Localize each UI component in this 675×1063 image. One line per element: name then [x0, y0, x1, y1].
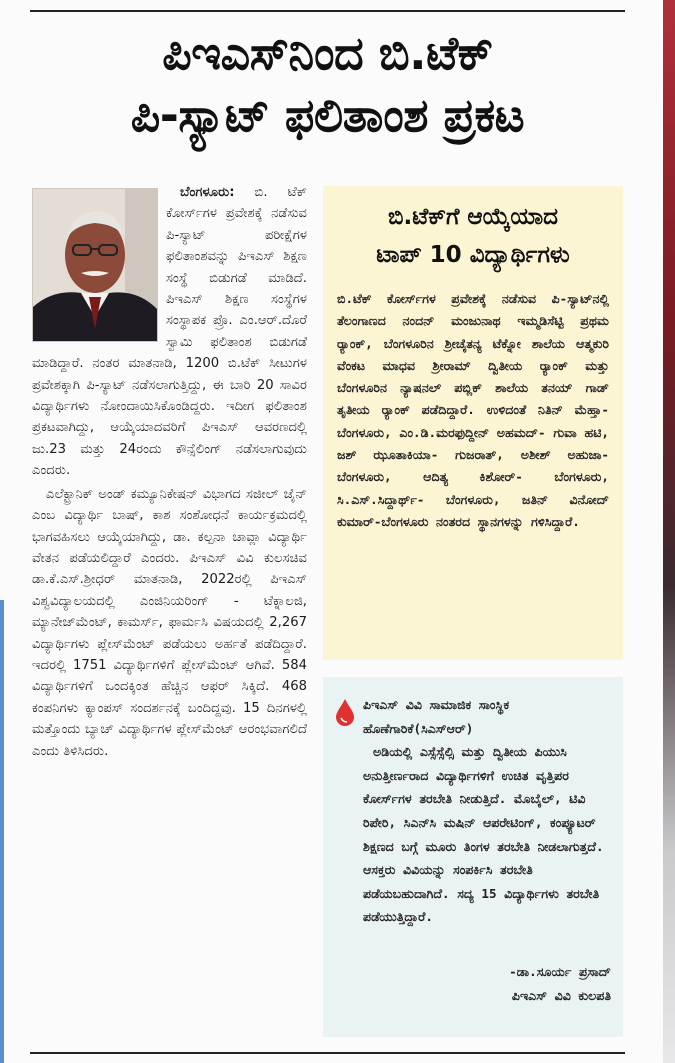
headline-line-1: ಪಿಇಎಸ್‌ನಿಂದ ಬಿ.ಟೆಕ್ [162, 26, 493, 80]
top-ten-box-text: ಬಿ.ಟೆಕ್ ಕೋರ್ಸ್‌ಗಳ ಪ್ರವೇಶಕ್ಕೆ ನಡೆಸುವ ಪಿ-ಸ್ಯಾಟ್‌ನಲ್ಲಿ ತೆಲಂಗಾಣದ ನಂದನ್ ಮಂಜುನಾಥ ಇಮ್ಮಡಿಸೆಟ್ಟಿ ಪ್ರಥಮ ರ‍್ಯಾಂಕ್, ಬೆಂಗಳೂರಿನ ಶ್ರೀಚೈತನ್ಯ ಟೆಕ್ನೋ ಶಾಲೆಯ ಆತ್ಮಕುರಿ ವೆಂಕಟ ಮಾಧವ ಶ್ರೀರಾಮ್ ದ್ವಿತೀಯ ರ‍್ಯಾಂಕ್ ಮತ್ತು ಬೆಂಗಳೂರಿನ ನ್ಯಾಷನಲ್ ಪಬ್ಲಿಕ್ ಶಾಲೆಯ ತನಯ್ ಗಾಡ್ ತೃತೀಯ ರ‍್ಯಾಂಕ್ ಪಡೆದಿದ್ದಾರೆ. ಉಳಿದಂತೆ ನಿತಿನ್ ಮೆಹ್ತಾ- ಬೆಂಗಳೂರು, ಎಂ.ಡಿ.ಮರಫುದ್ದೀನ್ ಅಹಮದ್- ಗುವಾ ಹಟಿ, ಜಶ್ ಝೂತಾಕಿಯಾ- ಗುಜರಾತ್, ಅಶೀಶ್ ಅಹುಜಾ- ಬೆಂಗಳೂರು, ಆದಿತ್ಯ ಕಿಶೋರ್- ಬೆಂಗಳೂರು, ಸಿ.ಎಸ್.ಸಿದ್ದಾರ್ಥ್- ಬೆಂಗಳೂರು, ಜತಿನ್ ವಿನೋದ್ ಕುಮಾರ್-ಬೆಂಗಳೂರು ನಂತರದ ಸ್ಥಾನಗಳನ್ನು ಗಳಿಸಿದ್ದಾರೆ. [337, 291, 609, 529]
drop-icon [335, 699, 355, 727]
portrait-photo [32, 188, 158, 342]
headline-line-2: ಪಿ-ಸ್ಯಾಟ್ ಫಲಿತಾಂಶ ಪ್ರಕಟ [130, 88, 525, 142]
top-ten-title-line-1: ಬಿ.ಟೆಕ್‌ಗೆ ಆಯ್ಕೆಯಾದ [388, 204, 558, 230]
article-paragraph-1-text: ಬಿ. ಟೆಕ್ ಕೋರ್ಸ್‌ಗಳ ಪ್ರವೇಶಕ್ಕೆ ನಡೆಸುವ ಪಿ-ಸ್ಯಾಟ್ ಪರೀಕ್ಷೆಗಳ ಫಲಿತಾಂಶವನ್ನು ಪಿಇಎಸ್ ಶಿಕ್ಷಣ ಸಂಸ್ಥೆ ಬಿಡುಗಡೆ ಮಾಡಿದೆ. ಪಿಇಎಸ್ ಶಿಕ್ಷಣ ಸಂಸ್ಥೆಗಳ ಸಂಸ್ಥಾಪಕ ಪ್ರೊ. ಎಂ.ಆರ್.ದೊರೆ ಸ್ವಾಮಿ ಫಲಿತಾಂಶ ಬಿಡುಗಡೆ ಮಾಡಿದ್ದಾರೆ. ನಂತರ ಮಾತನಾಡಿ, 1200 ಬಿ.ಟೆಕ್ ಸೀಟುಗಳ ಪ್ರವೇಶಕ್ಕಾಗಿ ಪಿ-ಸ್ಯಾಟ್ ನಡೆಸಲಾಗುತ್ತಿದ್ದು, ಈ ಬಾರಿ 20 ಸಾವಿರ ವಿದ್ಯಾರ್ಥಿಗಳು ನೋಂದಾಯಿಸಿಕೊಂಡಿದ್ದರು. ಇದೀಗ ಫಲಿತಾಂಶ ಪ್ರಕಟವಾಗಿದ್ದು, ಆಯ್ಕೆಯಾದವರಿಗೆ ಪಿಇಎಸ್ ಆವರಣದಲ್ಲಿ ಜು.23 ಮತ್ತು 24ರಂದು ಕೌನ್ಸೆಲಿಂಗ್ ನಡೆಸಲಾಗುವುದು ಎಂದರು. [32, 185, 307, 479]
adjacent-page-edge [663, 0, 675, 1063]
article-body [32, 182, 307, 762]
top-ten-title-line-2: ಟಾಪ್ 10 ವಿದ್ಯಾರ್ಥಿಗಳು [376, 242, 570, 268]
bottom-rule [30, 1052, 625, 1054]
csr-quote-body: ಅಡಿಯಲ್ಲಿ ಎಸ್ಸೆಸ್ಸೆಲ್ಸಿ ಮತ್ತು ದ್ವಿತೀಯ ಪಿಯುಸಿ ಅನುತ್ತೀರ್ಣರಾದ ವಿದ್ಯಾರ್ಥಿಗಳಿಗೆ ಉಚಿತ ವೃತ್ತಿಪರ ಕೋರ್ಸ್‌ಗಳ ತರಬೇತಿ ನೀಡುತ್ತಿದೆ. ಮೊಬೈಲ್, ಟಿವಿ ರಿಪೇರಿ, ಸಿಎನ್‌ಸಿ ಮಷಿನ್ ಆಪರೇಟಿಂಗ್, ಕಂಪ್ಯೂಟರ್ ಶಿಕ್ಷಣದ ಬಗ್ಗೆ ಮೂರು ತಿಂಗಳ ತರಬೇತಿ ನೀಡಲಾಗುತ್ತದೆ. ಆಸಕ್ತರು ವಿವಿಯನ್ನು ಸಂಪರ್ಕಿಸಿ ತರಬೇತಿ ಪಡೆಯಬಹುದಾಗಿದೆ. ಸದ್ಯ 15 ವಿದ್ಯಾರ್ಥಿಗಳು ತರಬೇತಿ ಪಡೆಯುತ್ತಿದ್ದಾರೆ. [363, 744, 604, 925]
csr-quote-box [323, 677, 623, 1037]
headline [30, 22, 625, 146]
portrait-photo-graphic [33, 189, 157, 341]
signature-title: ಪಿಇಎಸ್ ವಿವಿ ಕುಲಪತಿ [511, 988, 611, 1003]
top-ten-students-box [323, 186, 623, 660]
article-paragraph-1 [32, 182, 307, 482]
signature-name: -ಡಾ.ಸೂರ್ಯ ಪ್ರಸಾದ್ [509, 964, 611, 979]
csr-quote-head: ಪಿಇಎಸ್ ವಿವಿ ಸಾಮಾಜಿಕ ಸಾಂಸ್ಥಿಕ ಹೊಣೆಗಾರಿಕೆ(ಸಿಎಸ್‌ಆರ್) [363, 697, 510, 736]
dateline: ಬೆಂಗಳೂರು: [180, 185, 235, 200]
top-rule [30, 10, 625, 12]
article-paragraph-2: ಎಲೆಕ್ಟ್ರಾನಿಕ್ ಅಂಡ್ ಕಮ್ಯೂನಿಕೇಷನ್ ವಿಭಾಗದ ಸಜೀಲ್ ಜೈನ್ ಎಂಬ ವಿದ್ಯಾರ್ಥಿ ಬಾಷ್, ಕಾಶ ಸಂಶೋಧನೆ ಕಾರ್ಯಕ್ರಮದಲ್ಲಿ ಭಾಗವಹಿಸಲು ಆಯ್ಕೆಯಾಗಿದ್ದು, ಡಾ. ಕಲ್ಪನಾ ಚಾವ್ಲಾ ವಿದ್ಯಾರ್ಥಿ ವೇತನ ಪಡೆಯಲಿದ್ದಾರೆ ಎಂದರು. ಪಿಇಎಸ್ ವಿವಿ ಕುಲಸಚಿವ ಡಾ.ಕೆ.ಎಸ್.ಶ್ರೀಧರ್ ಮಾತನಾಡಿ, 2022ರಲ್ಲಿ ಪಿಇಎಸ್ ವಿಶ್ವವಿದ್ಯಾಲಯದಲ್ಲಿ ಎಂಜಿನಿಯರಿಂಗ್ - ಟೆಕ್ನಾಲಜಿ, ಮ್ಯಾನೇಜ್‌ಮೆಂಟ್, ಕಾಮರ್ಸ್, ಫಾರ್ಮಸಿ ವಿಷಯದಲ್ಲಿ 2,267 ವಿದ್ಯಾರ್ಥಿಗಳು ಪ್ಲೇಸ್‌ಮೆಂಟ್ ಪಡೆಯಲು ಅರ್ಹತೆ ಪಡೆದಿದ್ದಾರೆ. ಇದರಲ್ಲಿ 1751 ವಿದ್ಯಾರ್ಥಿಗಳಿಗೆ ಪ್ಲೇಸ್‌ಮೆಂಟ್ ಆಗಿವೆ. 584 ವಿದ್ಯಾರ್ಥಿಗಳಿಗೆ ಒಂದಕ್ಕಿಂತ ಹೆಚ್ಚಿನ ಆಫರ್ ಸಿಕ್ಕಿದೆ. 468 ಕಂಪನಿಗಳು ಕ್ಯಾಂಪಸ್ ಸಂದರ್ಶನಕ್ಕೆ ಬಂದಿದ್ದವು. 15 ದಿನಗಳಲ್ಲಿ ಮತ್ತೊಂದು ಬ್ಯಾಚ್ ವಿದ್ಯಾರ್ಥಿಗಳ ಪ್ಲೇಸ್‌ಮೆಂಟ್ ಆರಂಭವಾಗಲಿದೆ ಎಂದು ತಿಳಿಸಿದರು. [32, 486, 307, 759]
quote-signature [509, 960, 611, 1008]
csr-quote-text [363, 693, 613, 929]
top-ten-box-title [323, 186, 623, 274]
page-margin-strip [0, 600, 4, 1063]
